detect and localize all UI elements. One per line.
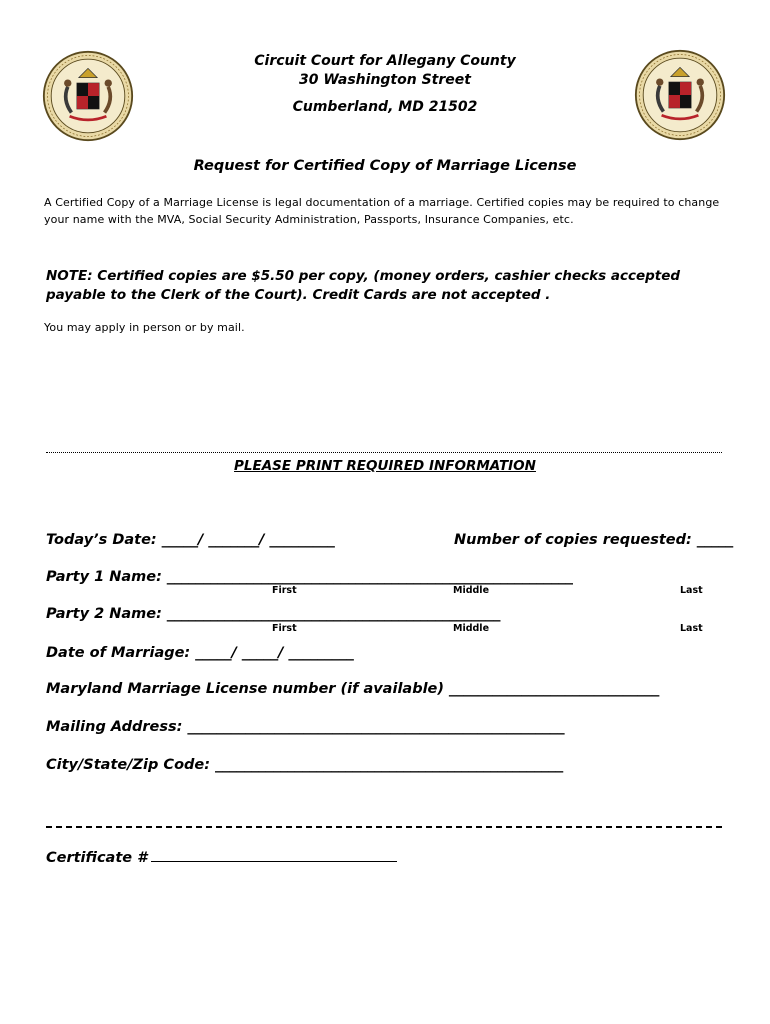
license-number-field[interactable]: Maryland Marriage License number (if available) _____________________________	[46, 681, 660, 697]
party2-name-field[interactable]: Party 2 Name: ______________________________________________	[46, 606, 501, 622]
certificate-line[interactable]	[151, 849, 397, 862]
page-title: Request for Certified Copy of Marriage License	[193, 158, 577, 174]
court-name: Circuit Court for Allegany County	[254, 53, 516, 69]
party2-first-label: First	[272, 623, 297, 634]
intro-paragraph: A Certified Copy of a Marriage License is legal documentation of a marriage. Certified copies may be required to change your name with the MVA, Social Security Administration, Passports, Insurance Companies, etc.	[44, 196, 720, 226]
party1-last-label: Last	[680, 585, 703, 596]
apply-text: You may apply in person or by mail.	[44, 321, 245, 334]
party2-last-label: Last	[680, 623, 703, 634]
date-of-marriage-field[interactable]: Date of Marriage: _____/ _____/ _________	[46, 645, 354, 661]
dotted-divider	[46, 452, 722, 453]
todays-date-field[interactable]: Today’s Date: _____/ _______/ _________	[46, 532, 335, 548]
mailing-address-field[interactable]: Mailing Address: ____________________________________________________	[46, 719, 565, 735]
court-street: 30 Washington Street	[299, 72, 471, 88]
party1-first-label: First	[272, 585, 297, 596]
fee-note: NOTE: Certified copies are $5.50 per copy, (money orders, cashier checks accepted payable to the Clerk of the Court). Credit Cards are not accepted .	[46, 268, 681, 303]
certificate-label: Certificate #	[46, 850, 148, 866]
certificate-number-field[interactable]	[46, 849, 397, 866]
party1-name-field[interactable]: Party 1 Name: ________________________________________________________	[46, 569, 573, 585]
party1-middle-label: Middle	[453, 585, 490, 596]
court-city: Cumberland, MD 21502	[292, 99, 478, 115]
party2-middle-label: Middle	[453, 623, 490, 634]
city-state-zip-field[interactable]: City/State/Zip Code: ________________________________________________	[46, 757, 564, 773]
print-heading: PLEASE PRINT REQUIRED INFORMATION	[234, 458, 536, 474]
copies-requested-field[interactable]: Number of copies requested: _____	[454, 532, 734, 548]
dashed-divider	[46, 826, 722, 828]
